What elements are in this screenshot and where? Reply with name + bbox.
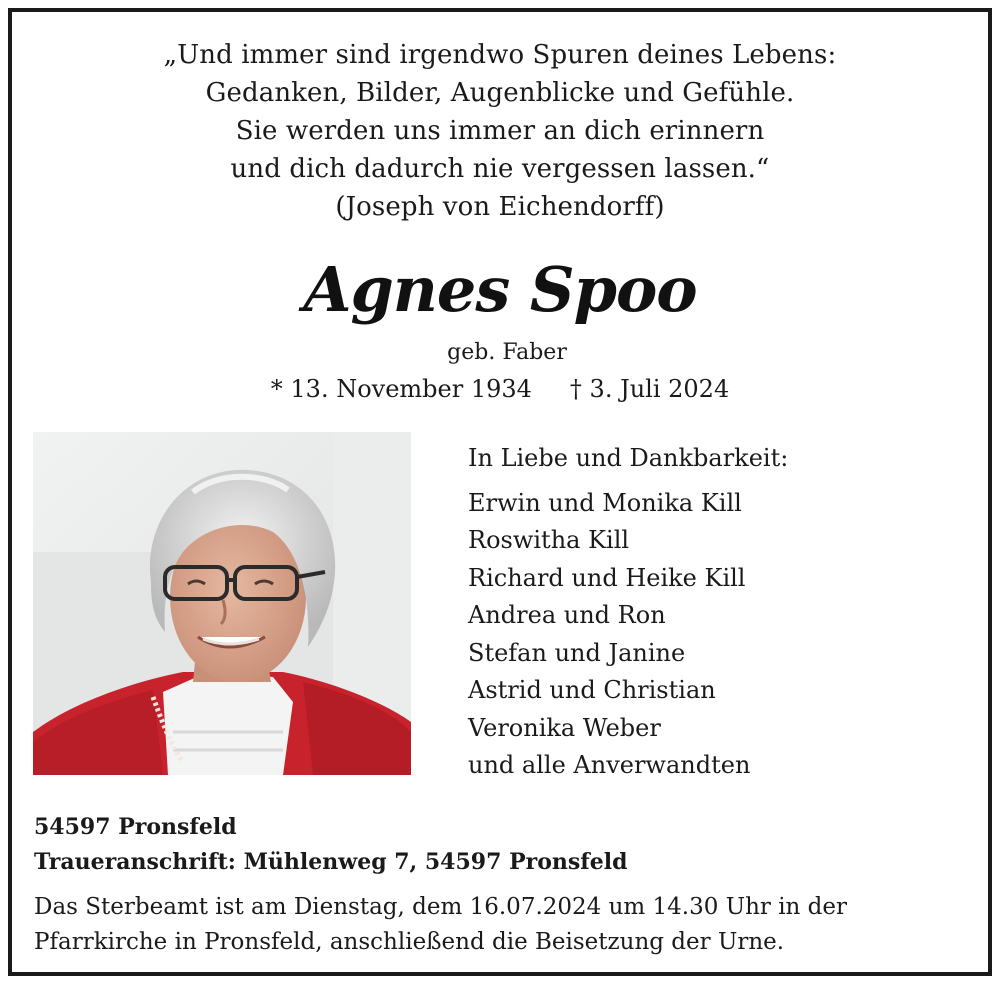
- list-item: Veronika Weber: [468, 713, 661, 742]
- quote-line: Gedanken, Bilder, Augenblicke und Gefühle.: [205, 78, 795, 108]
- mourners-list: [468, 440, 788, 785]
- list-item: Roswitha Kill: [468, 526, 630, 554]
- list-item: Stefan und Janine: [468, 638, 686, 667]
- quote-author: (Joseph von Eichendorff): [335, 192, 665, 222]
- birth-date: * 13. November 1934: [270, 375, 532, 403]
- obituary-notice: [8, 8, 992, 976]
- mourners-intro: In Liebe und Dankbarkeit:: [468, 444, 789, 472]
- mourning-address: Traueranschrift: Mühlenweg 7, 54597 Pronsfeld: [34, 849, 628, 875]
- list-item: Astrid und Christian: [468, 676, 716, 704]
- life-dates: [12, 372, 988, 406]
- portrait-photo: [33, 432, 411, 775]
- portrait-photo-icon: [33, 432, 411, 775]
- notice-line: Das Sterbeamt ist am Dienstag, dem 16.07.2024 um 14.30 Uhr in der: [34, 894, 848, 920]
- quote-line: Sie werden uns immer an dich erinnern: [235, 116, 765, 146]
- deceased-name: Agnes Spoo: [303, 253, 697, 326]
- quote-line: „Und immer sind irgendwo Spuren deines Lebens:: [163, 40, 837, 70]
- maiden-name: geb. Faber: [447, 340, 567, 365]
- quote-block: [12, 36, 988, 226]
- place: 54597 Pronsfeld: [34, 814, 237, 840]
- list-item: Andrea und Ron: [468, 601, 666, 629]
- notice-line: Pfarrkirche in Pronsfeld, anschließend die Beisetzung der Urne.: [34, 929, 785, 955]
- quote-line: und dich dadurch nie vergessen lassen.“: [230, 154, 770, 184]
- funeral-notice: [34, 890, 847, 960]
- address-block: [34, 810, 627, 880]
- list-item: Erwin und Monika Kill: [468, 488, 742, 517]
- death-date: † 3. Juli 2024: [569, 375, 730, 403]
- list-item: Richard und Heike Kill: [468, 563, 746, 592]
- list-item: und alle Anverwandten: [468, 751, 751, 779]
